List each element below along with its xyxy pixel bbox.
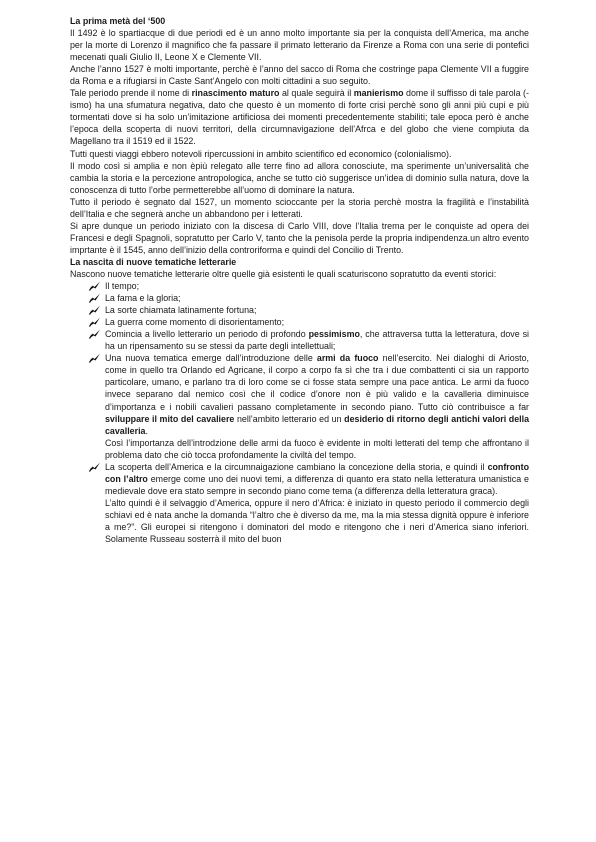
list-item-continuation: L’alto quindi è il selvaggio d’America, oppure il nero d’Africa: è iniziato in questo periodo il commercio degli schiavi ed è nata anche la domanda “l’altro che è diverso da me, ma la mia stessa dignità oppure è inferiore a me?”. Gli europei si ritengono i dominatori del modo e ritengono che i neri d’America siano inferiori. Solamente Russeau sosterrà il mito del buon: [105, 497, 529, 545]
pen-nib-icon: [89, 305, 101, 315]
pen-nib-icon: [89, 281, 101, 291]
paragraph: Il modo così si amplia e non èpiù relegato alle terre fino ad allora conosciute, ma sperimente un’universalità che cambia la storia e la percezione antropologica, anche se tutto ciò suggerisce un’idea di dominio sulla natura, dove la conoscenza di tutto l’orbe permetterebbe all’uomo di dominare la natura.: [70, 160, 529, 195]
paragraph: Tutti questi viaggi ebbero notevoli ripercussioni in ambito scientifico ed economico (colonialismo).: [70, 148, 452, 159]
pen-nib-icon: [89, 462, 101, 472]
list-item: La sorte chiamata latinamente fortuna;: [70, 304, 529, 316]
document-page: [70, 15, 529, 545]
paragraph: Tutto il periodo è segnato dal 1527, un momento scioccante per la storia perchè mostra la fragilità e l’instabilità dell’Italia e che segnerà anche un abbandono per i letterati.: [70, 196, 529, 219]
list-item: Una nuova tematica emerge dall’introduzione delle armi da fuoco nell’esercito. Nei dialoghi di Ariosto, come in quello tra Orlando ed Agricane, il corpo a corpo fa sì che tra i due combattenti ci sia un rapporto particolare, umano, e parlano tra di loro come se ci fosse stata sempre una pace antica. Le armi da fuoco invece separano dal nemico così che il codice d’onore non è più valido e la cavalleria diminuisce d’importanza e i nobili cavalieri passano completamente in secondo piano. Tutto ciò contribuisce a far sviluppare il mito del cavaliere nell’ambito letterario ed un desiderio di ritorno degli antichi valori della cavalleria. Così l’importanza dell’introdzione delle armi da fuoco è evidente in molti letterati del temp che affrontano il problema dato che ciò tocca profondamente la civiltà del tempo.: [70, 352, 529, 460]
paragraph: Si apre dunque un periodo iniziato con la discesa di Carlo VIII, dove l’Italia trema per le conquiste ad opera dei Francesi e degli Spagnoli, sopratutto per Carlo V, tanto che la penisola perde la propria indipendenza.un altro evento imprtante è il 1545, anno dell’inizio della controriforma e quindi del Concilio di Trento.: [70, 220, 529, 255]
pen-nib-icon: [89, 317, 101, 327]
pen-nib-icon: [89, 329, 101, 339]
pen-nib-icon: [89, 353, 101, 363]
section-heading: La nascita di nuove tematiche letterarie: [70, 256, 237, 267]
list-item: Il tempo;: [70, 280, 529, 292]
paragraph: Anche l’anno 1527 è molti importante, perchè è l’anno del sacco di Roma che costringe papa Clemente VII a fuggire da Roma e a rifugiarsi in Caste Sant’Angelo con molti cittadini a suo seguito.: [70, 64, 529, 87]
paragraph: Nascono nuove tematiche letterarie oltre quelle già esistenti le quali scaturiscono sopratutto da eventi storici:: [70, 268, 497, 279]
theme-list: [70, 280, 529, 545]
list-item: La scoperta dell’America e la circumnaigazione cambiano la concezione della storia, e quindi il confronto con l’altro emerge come uno dei nuovi temi, a differenza di quanto era stato nella letteratura umanistica e medievale dove era stato sempre in secondo piano come tema (a differenza della letteratura graca). L’alto quindi è il selvaggio d’America, oppure il nero d’Africa: è iniziato in questo periodo il commercio degli schiavi ed è nata anche la domanda “l’altro che è diverso da me, ma la mia stessa dignità oppure è inferiore a me?”. Gli europei si ritengono i dominatori del modo e ritengono che i neri d’America siano inferiori. Solamente Russeau sosterrà il mito del buon: [70, 461, 529, 545]
list-item: La fama e la gloria;: [70, 292, 529, 304]
section-heading: La prima metà del ‘500: [70, 16, 166, 26]
list-item: La guerra come momento di disorientamento;: [70, 316, 529, 328]
paragraph: Tale periodo prende il nome di rinascimento maturo al quale seguirà il manierismo dome il suffisso di tale parola (-ismo) ha una sfumatura negativa, dato che questo è un momento di forte crisi perchè sono gli anni più cupi e più tormentati dove si ha solo un’imitazione artificiosa dei momenti precedentemente stabiliti; tale epoca però è anche l’epoca della scoperta di nuovi territori, della circumnavigazione dell’Afrca e del globo che viene compiuta da Magellano tra il 1519 ed il 1522.: [70, 88, 529, 147]
paragraph: Il 1492 è lo spartiacque di due periodi ed è un anno molto importante sia per la conquista dell’America, ma anche per la morte di Lorenzo il magnifico che fa passare il primato letterario da Firenze a Roma con una serie di pontefici mecenati quali Giulio II, Leone X e Clemente VII.: [70, 28, 529, 63]
list-item-continuation: Così l’importanza dell’introdzione delle armi da fuoco è evidente in molti letterati del temp che affrontano il problema dato che ciò tocca profondamente la civiltà del tempo.: [105, 437, 529, 460]
pen-nib-icon: [89, 293, 101, 303]
list-item: Comincia a livello letterario un periodo di profondo pessimismo, che attraversa tutta la letteratura, dove si ha un ripensamento su se stessi da parte degli intellettuali;: [70, 328, 529, 352]
